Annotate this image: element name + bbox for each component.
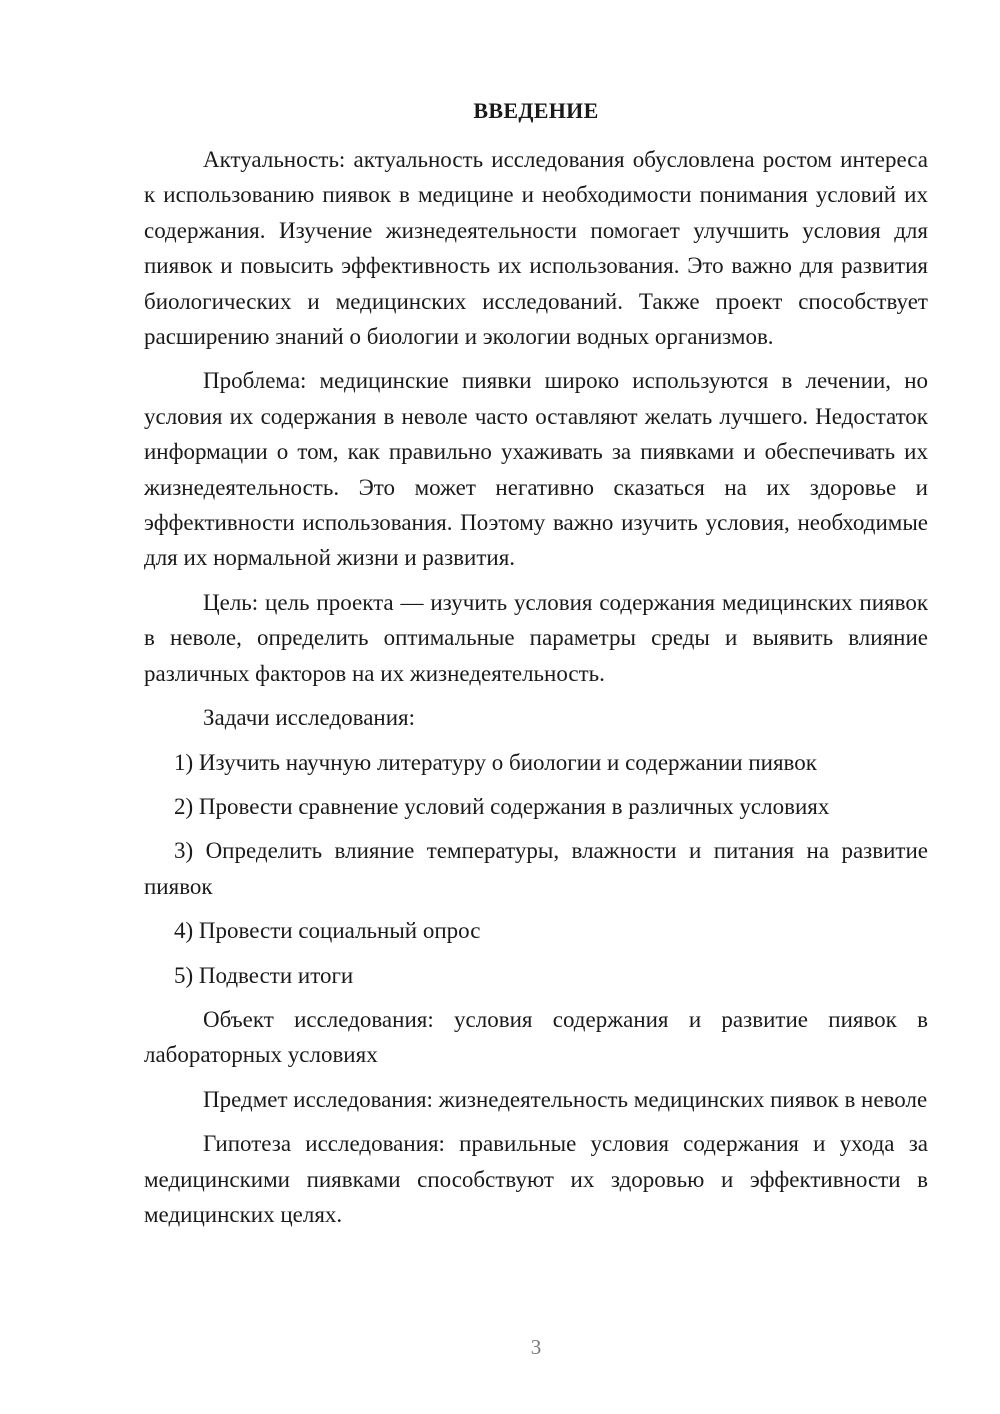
relevance-paragraph: Актуальность: актуальность исследования обусловлена ростом интереса к использованию пиявок в медицине и необходимости понимания условий их содержания. Изучение жизнедеятельности помогает улучшить условия для пиявок и повысить эффективность их использования. Это важно для развития биологических и медицинских исследований. Также проект способствует расширению знаний о биологии и экологии водных организмов. <box>144 147 928 350</box>
task-item-1: 1) Изучить научную литературу о биологии и содержании пиявок <box>174 749 817 775</box>
task-item-4: 4) Провести социальный опрос <box>174 918 481 944</box>
hypothesis-paragraph: Гипотеза исследования: правильные условия содержания и ухода за медицинскими пиявками способствуют их здоровью и эффективности в медицинских целях. <box>144 1131 928 1227</box>
goal-paragraph: Цель: цель проекта — изучить условия содержания медицинских пиявок в неволе, определить оптимальные параметры среды и выявить влияние различных факторов на их жизнедеятельность. <box>144 589 928 686</box>
task-item-5: 5) Подвести итоги <box>174 962 354 988</box>
page-title: ВВЕДЕНИЕ <box>473 98 599 123</box>
task-item-3: 3) Определить влияние температуры, влажности и питания на развитие пиявок <box>144 838 928 899</box>
problem-paragraph: Проблема: медицинские пиявки широко используются в лечении, но условия их содержания в неволе часто оставляют желать лучшего. Недостаток информации о том, как правильно ухаживать за пиявками и обеспечивать их жизнедеятельность. Это может негативно сказаться на их здоровье и эффективности использования. Поэтому важно изучить условия, необходимые для их нормальной жизни и развития. <box>144 368 928 571</box>
subject-paragraph: Предмет исследования: жизнедеятельность медицинских пиявок в неволе <box>203 1086 928 1112</box>
tasks-heading: Задачи исследования: <box>203 705 416 731</box>
object-paragraph: Объект исследования: условия содержания и развитие пиявок в лабораторных условиях <box>144 1006 928 1068</box>
task-item-2: 2) Провести сравнение условий содержания в различных условиях <box>174 793 830 819</box>
page-content <box>144 94 928 1241</box>
page-number: 3 <box>530 1335 542 1359</box>
